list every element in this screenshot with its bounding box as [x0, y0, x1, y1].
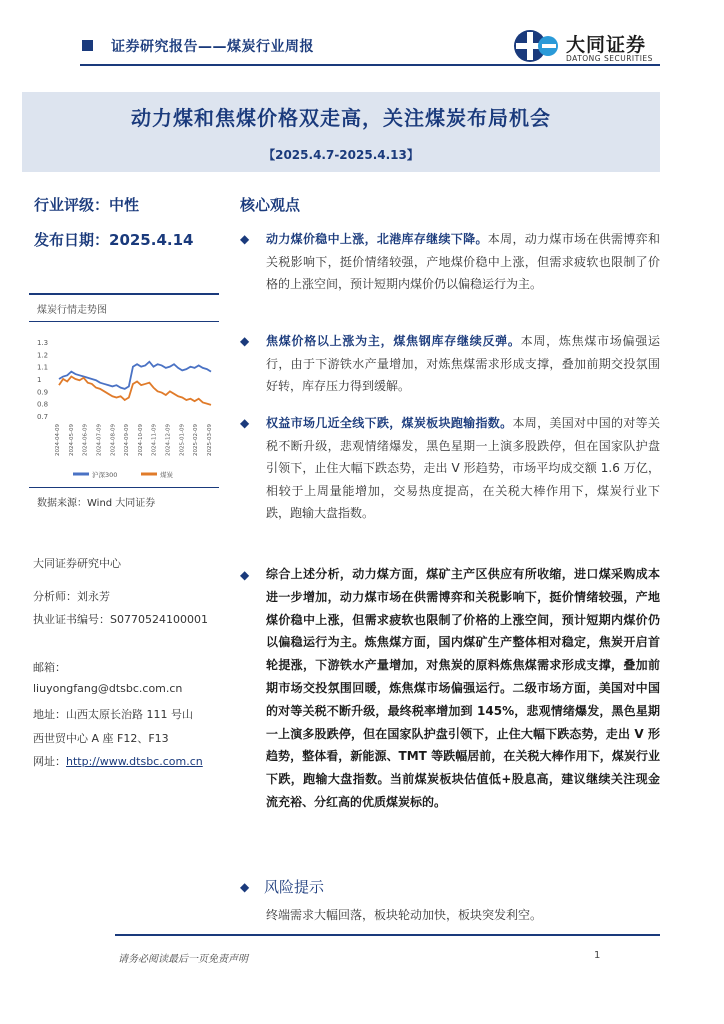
address-line-2: 西世贸中心 A 座 F12、F13: [33, 732, 169, 745]
chart-title-rule: [29, 321, 219, 322]
point-2: [266, 330, 660, 398]
x-tick-label: 2024-08-09: [110, 424, 117, 456]
y-tick-label: 1.1: [37, 363, 49, 372]
page-number: 1: [594, 950, 601, 961]
bullet-diamond-icon: ◆: [240, 880, 250, 894]
point-2-lead: 焦煤价格以上涨为主，煤焦钢库存继续反弹。: [266, 334, 521, 348]
chart-bottom-rule: [29, 487, 219, 488]
summary-paragraph: 综合上述分析，动力煤方面，煤矿主产区供应有所收缩，进口煤采购成本进一步增加，动力煤市场在供需博弈和关税影响下，挺价情绪较强，产地煤价稳中上涨，但需求疲软也限制了价格的上涨空间，预计短期内煤价仍以偏稳运行为主。炼焦煤方面，国内煤矿生产整体相对稳定，焦炭开启首轮提涨，下游铁水产量增加，对焦炭的原料炼焦煤需求形成支撑，叠加前期市场交投氛围回暖，炼焦煤市场偏强运行。二级市场方面，美国对中国的对等关税不断升级，最终税率增加到 145%，悲观情绪爆发，黑色星期一上演多股跌停，但在国家队护盘引领下，止住大幅下跌态势，走出 V 形趋势，整体看，新能源、TMT 等跌幅居前，在关税大棒作用下，煤炭行业下跌，跑输大盘指数。当前煤炭板块估值低+股息高，建议继续关注现金流充裕、分红高的优质煤炭标的。: [266, 567, 660, 809]
x-tick-label: 2025-01-09: [179, 424, 186, 456]
x-tick-label: 2024-10-09: [137, 424, 144, 456]
publish-date: 发布日期：2025.4.14: [34, 231, 194, 249]
header-divider: [80, 64, 660, 66]
research-center: 大同证券研究中心: [33, 557, 121, 570]
chart-title: 煤炭行情走势图: [37, 305, 107, 316]
website-link[interactable]: http://www.dtsbc.com.cn: [66, 755, 203, 768]
footer-disclaimer: 请务必阅读最后一页免责声明: [118, 954, 248, 965]
address-line-1: 地址：山西太原长治路 111 号山: [33, 708, 193, 721]
y-tick-label: 0.8: [37, 400, 49, 409]
legend-label: 沪深300: [92, 471, 118, 479]
point-3-lead: 权益市场几近全线下跌，煤炭板块跑输指数。: [266, 416, 513, 430]
point-1-body: 本周，动力煤市场在供需博弈和关税影响下，挺价情绪较强，产地煤价稳中上涨，但需求疲软也限制了价格的上涨空间，预计短期内煤价仍以偏稳运行为主。: [266, 232, 660, 291]
cert-number: 执业证书编号：S0770524100001: [33, 613, 208, 626]
logo-text: 大同证券: [566, 34, 647, 56]
header-square-icon: [82, 40, 93, 51]
analyst-name: 分析师：刘永芳: [33, 590, 110, 603]
core-heading: 核心观点: [240, 196, 301, 214]
website-label: 网址：: [33, 755, 66, 768]
breadcrumb: 证券研究报告——煤炭行业周报: [111, 39, 314, 55]
risk-heading: 风险提示: [264, 878, 325, 896]
y-tick-label: 1.3: [37, 339, 49, 347]
website-row: [33, 753, 203, 769]
industry-rating: 行业评级：中性: [34, 196, 140, 214]
series-line: [59, 377, 211, 405]
chart-top-rule: [29, 293, 219, 295]
x-tick-label: 2025-03-09: [207, 424, 213, 456]
x-tick-label: 2024-06-09: [82, 424, 89, 456]
report-date-range: 【2025.4.7-2025.4.13】: [263, 148, 419, 162]
bullet-diamond-icon: ◆: [240, 334, 250, 348]
y-tick-label: 1.2: [37, 351, 49, 360]
email-label: 邮箱：: [33, 661, 66, 674]
series-line: [59, 362, 211, 389]
x-tick-label: 2024-04-09: [55, 424, 61, 456]
x-tick-label: 2024-07-09: [96, 424, 103, 456]
point-2-body: 本周，炼焦煤市场偏强运行，由于下游铁水产量增加，对炼焦煤需求形成支撑，叠加前期交投氛围好转，库存压力得到缓解。: [266, 334, 660, 393]
x-tick-label: 2024-09-09: [124, 424, 131, 456]
bullet-diamond-icon: ◆: [240, 568, 250, 582]
y-tick-label: 0.7: [37, 413, 49, 421]
bullet-diamond-icon: ◆: [240, 416, 250, 430]
x-tick-label: 2024-05-09: [68, 424, 75, 456]
bullet-diamond-icon: ◆: [240, 232, 250, 246]
chart-source: 数据来源：Wind 大同证券: [37, 498, 156, 509]
risk-text: 终端需求大幅回落，板块轮动加快，板块突发利空。: [266, 908, 543, 922]
point-1-lead: 动力煤价稳中上涨，北港库存继续下降。: [266, 232, 488, 246]
x-tick-label: 2025-02-09: [193, 424, 200, 456]
x-tick-label: 2024-11-09: [151, 424, 158, 456]
point-3-body: 本周，美国对中国的对等关税不断升级，悲观情绪爆发，黑色星期一上演多股跌停，但在国家队护盘引领下，止住大幅下跌态势，走出 V 形趋势，市场平均成交额 1.6 万亿，相较于上周量能增加，交易热度提高，在关税大棒作用下，煤炭行业下跌，跑输大盘指数。: [266, 416, 660, 520]
footer-divider: [115, 934, 660, 936]
logo-subtext: DATONG SECURITIES: [566, 54, 653, 63]
legend-label: 煤炭: [160, 471, 173, 479]
report-title: 动力煤和焦煤价格双走高，关注煤炭布局机会: [131, 106, 551, 130]
y-tick-label: 1: [37, 376, 42, 384]
y-tick-label: 0.9: [37, 388, 49, 397]
point-3: [266, 412, 660, 525]
x-tick-label: 2024-12-09: [165, 424, 172, 456]
logo-icon: [512, 26, 562, 66]
point-1: [266, 228, 660, 296]
market-trend-chart: [29, 330, 219, 484]
email-address[interactable]: liuyongfang@dtsbc.com.cn: [33, 682, 183, 695]
